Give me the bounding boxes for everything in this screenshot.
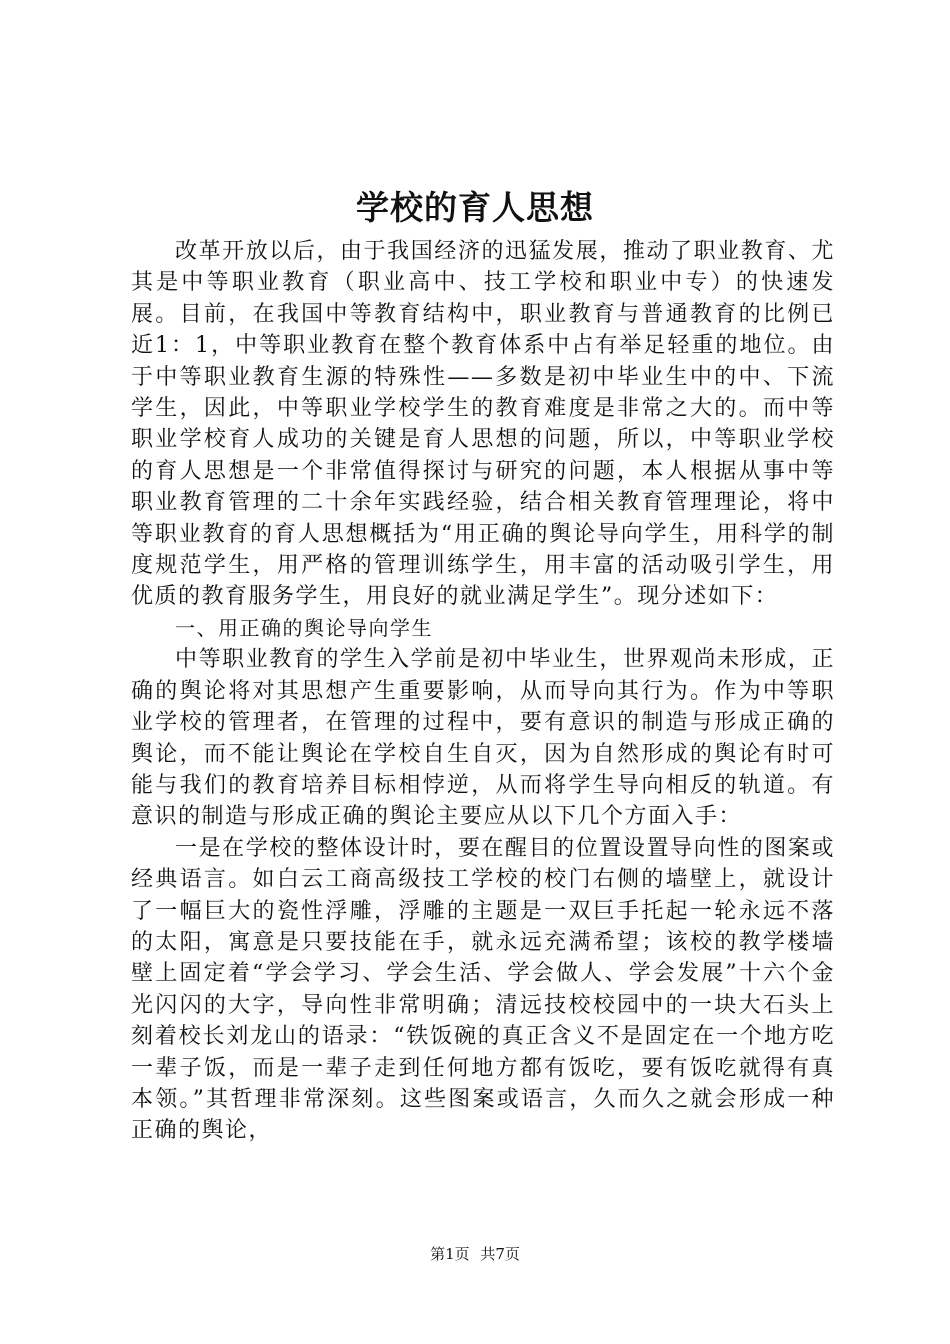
paragraph-section-1: 中等职业教育的学生入学前是初中毕业生，世界观尚未形成，正确的舆论将对其思想产生重要影响，从而导向其行为。作为中等职业学校的管理者，在管理的过程中，要有意识的制造与形成正确的舆论，而不能让舆论在学校自生自灭，因为自然形成的舆论有时可能与我们的教育培养目标相悖逆，从而将学生导向相反的轨道。有意识的制造与形成正确的舆论主要应从以下几个方面入手：	[131, 647, 835, 830]
page-number-total: 共7页	[480, 1245, 520, 1263]
section-heading-1: 一、用正确的舆论导向学生	[175, 615, 433, 640]
paragraph-point-1: 一是在学校的整体设计时，要在醒目的位置设置导向性的图案或经典语言。如白云工商高级技工学校的校门右侧的墙壁上，就设计了一幅巨大的瓷性浮雕，浮雕的主题是一双巨手托起一轮永远不落的太阳，寓意是只要技能在手，就永远充满希望；该校的教学楼墙壁上固定着“学会学习、学会生活、学会做人、学会发展”十六个金光闪闪的大字，导向性非常明确；清远技校校园中的一块大石头上刻着校长刘龙山的语录：“铁饭碗的真正含义不是固定在一个地方吃一辈子饭，而是一辈子走到任何地方都有饭吃，要有饭吃就得有真本领。”其哲理非常深刻。这些图案或语言，久而久之就会形成一种正确的舆论，	[131, 835, 835, 1144]
paragraph-intro: 改革开放以后，由于我国经济的迅猛发展，推动了职业教育、尤其是中等职业教育（职业高中、技工学校和职业中专）的快速发展。目前，在我国中等教育结构中，职业教育与普通教育的比例已近1：1，中等职业教育在整个教育体系中占有举足轻重的地位。由于中等职业教育生源的特殊性——多数是初中毕业生中的中、下流学生，因此，中等职业学校学生的教育难度是非常之大的。而中等职业学校育人成功的关键是育人思想的问题，所以，中等职业学校的育人思想是一个非常值得探讨与研究的问题，本人根据从事中等职业教育管理的二十余年实践经验，结合相关教育管理理论，将中等职业教育的育人思想概括为“用正确的舆论导向学生，用科学的制度规范学生，用严格的管理训练学生，用丰富的活动吸引学生，用优质的教育服务学生，用良好的就业满足学生”。现分述如下：	[131, 239, 835, 610]
document-body	[131, 236, 835, 1147]
document-title: 学校的育人思想	[356, 188, 594, 227]
page-footer	[0, 1243, 950, 1265]
page-number-current: 第1页	[430, 1245, 470, 1263]
